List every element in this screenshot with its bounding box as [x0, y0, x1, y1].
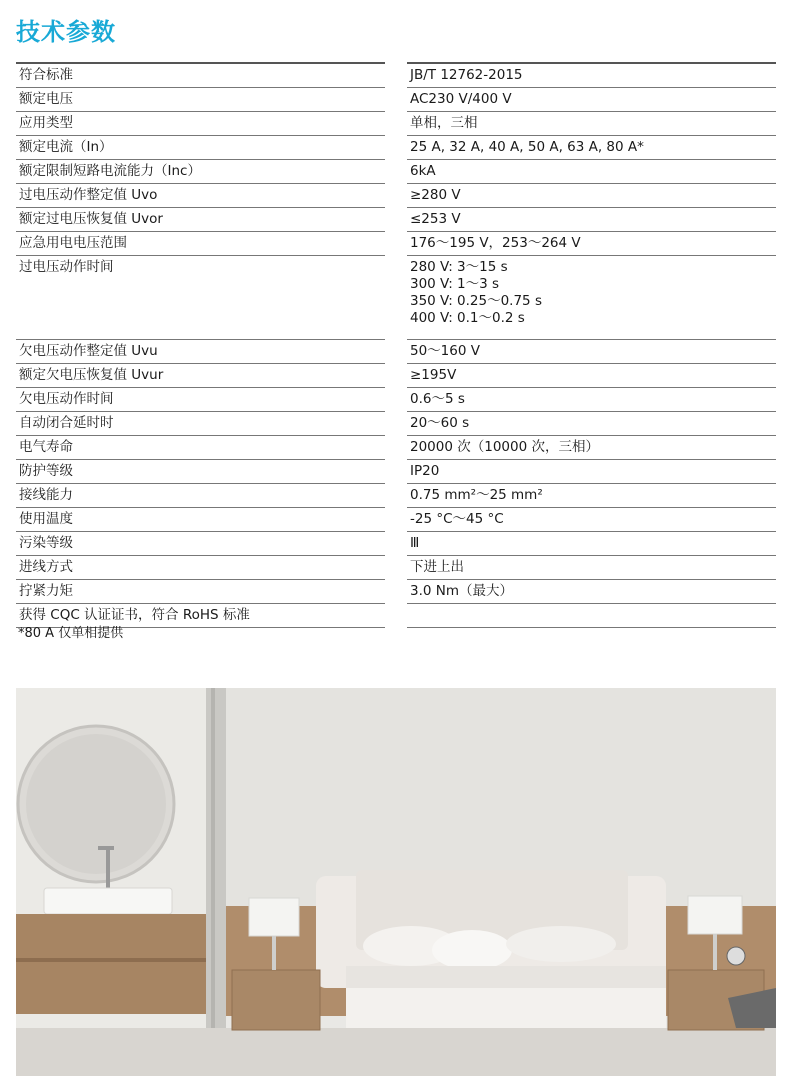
- spec-label: 欠电压动作时间: [16, 388, 385, 412]
- spec-label: 过电压动作时间: [16, 256, 385, 340]
- spec-label: 接线能力: [16, 484, 385, 508]
- spec-row: [16, 484, 776, 508]
- spec-row: [16, 460, 776, 484]
- spec-label: 额定限制短路电流能力（Inc）: [16, 160, 385, 184]
- spec-value: 20～60 s: [407, 412, 776, 436]
- spec-row: [16, 184, 776, 208]
- spec-value: 25 A, 32 A, 40 A, 50 A, 63 A, 80 A*: [407, 136, 776, 160]
- spec-label: 应用类型: [16, 112, 385, 136]
- spec-row: [16, 532, 776, 556]
- spec-label: 欠电压动作整定值 Uvu: [16, 340, 385, 364]
- spec-row: [16, 556, 776, 580]
- spec-value: AC230 V/400 V: [407, 88, 776, 112]
- spec-row: [16, 208, 776, 232]
- spec-row: [16, 508, 776, 532]
- spec-row: [16, 604, 776, 628]
- spec-row: [16, 88, 776, 112]
- spec-value: ≤253 V: [407, 208, 776, 232]
- spec-label: 拧紧力矩: [16, 580, 385, 604]
- footnote: *80 A 仅单相提供: [18, 626, 124, 641]
- spec-row: [16, 256, 776, 340]
- spec-row: [16, 580, 776, 604]
- spec-row: [16, 340, 776, 364]
- spec-value: -25 °C～45 °C: [407, 508, 776, 532]
- spec-row: [16, 136, 776, 160]
- spec-value: 20000 次（10000 次，三相）: [407, 436, 776, 460]
- spec-value: 0.75 mm²～25 mm²: [407, 484, 776, 508]
- spec-row: [16, 412, 776, 436]
- spec-label: 额定电压: [16, 88, 385, 112]
- spec-label: 自动闭合延时时: [16, 412, 385, 436]
- spec-row: [16, 364, 776, 388]
- spec-value: ≥280 V: [407, 184, 776, 208]
- spec-label: 过电压动作整定值 Uvo: [16, 184, 385, 208]
- spec-value: JB/T 12762-2015: [407, 62, 776, 88]
- spec-value: 0.6～5 s: [407, 388, 776, 412]
- spec-table: [16, 62, 776, 628]
- spec-label: 进线方式: [16, 556, 385, 580]
- bedroom-photo: [16, 688, 776, 1076]
- spec-value: 下进上出: [407, 556, 776, 580]
- spec-value: [407, 604, 776, 628]
- spec-row: [16, 232, 776, 256]
- spec-row: [16, 160, 776, 184]
- page-title: 技术参数: [16, 18, 116, 46]
- spec-value: 280 V: 3～15 s 300 V: 1～3 s 350 V: 0.25～0.75 s 400 V: 0.1～0.2 s: [407, 256, 776, 340]
- spec-value: 单相，三相: [407, 112, 776, 136]
- spec-row: [16, 112, 776, 136]
- spec-label: 电气寿命: [16, 436, 385, 460]
- spec-label: 使用温度: [16, 508, 385, 532]
- spec-value: 3.0 Nm（最大）: [407, 580, 776, 604]
- spec-label: 额定欠电压恢复值 Uvur: [16, 364, 385, 388]
- spec-label: 额定电流（In）: [16, 136, 385, 160]
- spec-label: 获得 CQC 认证证书，符合 RoHS 标准: [16, 604, 385, 628]
- spec-value: IP20: [407, 460, 776, 484]
- spec-label: 符合标准: [16, 62, 385, 88]
- spec-row: [16, 62, 776, 88]
- spec-value: ≥195V: [407, 364, 776, 388]
- spec-label: 应急用电电压范围: [16, 232, 385, 256]
- spec-label: 防护等级: [16, 460, 385, 484]
- spec-row: [16, 388, 776, 412]
- spec-value: 176～195 V，253～264 V: [407, 232, 776, 256]
- spec-label: 额定过电压恢复值 Uvor: [16, 208, 385, 232]
- spec-value: 6kA: [407, 160, 776, 184]
- spec-row: [16, 436, 776, 460]
- spec-value: 50～160 V: [407, 340, 776, 364]
- spec-label: 污染等级: [16, 532, 385, 556]
- spec-value: Ⅲ: [407, 532, 776, 556]
